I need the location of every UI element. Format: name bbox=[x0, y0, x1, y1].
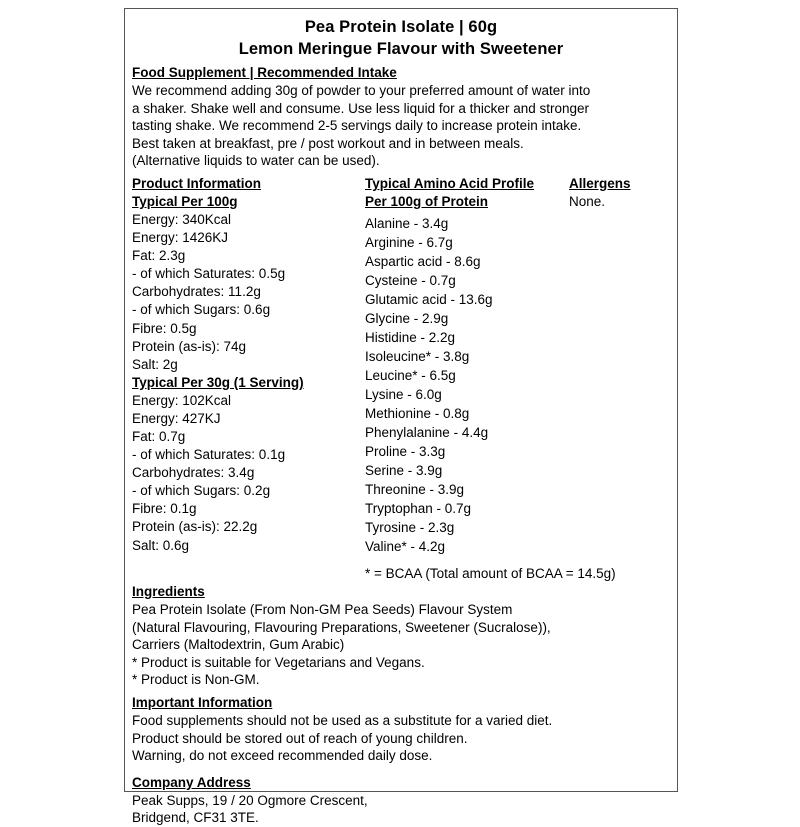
important-information-heading-row bbox=[132, 694, 670, 712]
amino-acid-row: Threonine - 3.9g bbox=[365, 481, 465, 497]
amino-acid-row: Isoleucine* - 3.8g bbox=[365, 348, 470, 364]
amino-acid-row: Histidine - 2.2g bbox=[365, 329, 456, 345]
intake-line: Best taken at breakfast, pre / post workout and in between meals. bbox=[132, 135, 524, 151]
important-information-line: Product should be stored out of reach of young children. bbox=[132, 730, 468, 746]
nutrition-row: Energy: 102Kcal bbox=[132, 392, 232, 408]
intake-line: (Alternative liquids to water can be used). bbox=[132, 153, 380, 169]
nutrition-row: Carbohydrates: 3.4g bbox=[132, 465, 255, 481]
amino-acid-row: Glutamic acid - 13.6g bbox=[365, 291, 493, 307]
intake-heading-row bbox=[132, 64, 670, 82]
nutrition-row: Energy: 427KJ bbox=[132, 410, 221, 426]
company-address-heading: Company Address bbox=[132, 774, 251, 790]
per-30g-heading-row bbox=[132, 374, 365, 392]
intake-line: a shaker. Shake well and consume. Use less liquid for a thicker and stronger bbox=[132, 100, 589, 116]
allergens-heading-row bbox=[569, 175, 670, 193]
product-title-block bbox=[125, 9, 677, 60]
nutrition-row: Protein (as-is): 22.2g bbox=[132, 519, 258, 535]
nutrition-row: Fat: 0.7g bbox=[132, 429, 186, 444]
ingredients-line: Carriers (Maltodextrin, Gum Arabic) bbox=[132, 637, 345, 653]
amino-acid-basis-heading: Per 100g of Protein bbox=[365, 193, 489, 209]
amino-acid-row: Cysteine - 0.7g bbox=[365, 272, 456, 288]
nutrition-row: Salt: 2g bbox=[132, 356, 178, 372]
per-30g-list bbox=[132, 392, 365, 555]
nutrition-row: Carbohydrates: 11.2g bbox=[132, 284, 261, 300]
company-address-line: Peak Supps, 19 / 20 Ogmore Crescent, bbox=[132, 792, 368, 808]
nutrition-row: - of which Saturates: 0.5g bbox=[132, 266, 286, 282]
nutrition-label-panel bbox=[124, 8, 678, 826]
ingredients-line: Pea Protein Isolate (From Non-GM Pea Seeds) Flavour System bbox=[132, 601, 513, 617]
company-address-section bbox=[132, 774, 670, 827]
per-100g-heading-row bbox=[132, 193, 365, 211]
amino-acid-row: Proline - 3.3g bbox=[365, 443, 446, 459]
amino-acid-row: Phenylalanine - 4.4g bbox=[365, 424, 489, 440]
amino-acid-row: Arginine - 6.7g bbox=[365, 234, 453, 250]
amino-heading-row-2 bbox=[365, 193, 569, 211]
product-information-column bbox=[132, 175, 365, 555]
company-address-heading-row bbox=[132, 774, 670, 792]
amino-acid-row: Methionine - 0.8g bbox=[365, 405, 470, 421]
allergens-value: None. bbox=[569, 193, 606, 209]
label-body bbox=[125, 60, 677, 827]
intake-line: We recommend adding 30g of powder to your preferred amount of water into bbox=[132, 83, 591, 98]
three-column-section bbox=[132, 175, 670, 583]
amino-acid-row: Glycine - 2.9g bbox=[365, 310, 449, 326]
allergens-column bbox=[569, 175, 670, 211]
amino-acid-row: Tryptophan - 0.7g bbox=[365, 500, 472, 516]
nutrition-row: - of which Sugars: 0.6g bbox=[132, 302, 271, 318]
allergens-heading: Allergens bbox=[569, 175, 631, 191]
amino-acid-row: Aspartic acid - 8.6g bbox=[365, 253, 481, 269]
important-information-heading: Important Information bbox=[132, 694, 273, 710]
ingredients-line: * Product is suitable for Vegetarians and Vegans. bbox=[132, 654, 425, 670]
amino-acid-row: Serine - 3.9g bbox=[365, 462, 443, 478]
nutrition-row: - of which Sugars: 0.2g bbox=[132, 483, 271, 499]
amino-acid-row: Leucine* - 6.5g bbox=[365, 367, 456, 383]
nutrition-row: - of which Saturates: 0.1g bbox=[132, 447, 286, 463]
nutrition-row: Fat: 2.3g bbox=[132, 248, 186, 264]
important-information-line: Warning, do not exceed recommended daily dose. bbox=[132, 748, 433, 764]
nutrition-row: Fibre: 0.5g bbox=[132, 320, 197, 336]
important-information-line: Food supplements should not be used as a substitute for a varied diet. bbox=[132, 712, 553, 728]
per-100g-list bbox=[132, 211, 365, 374]
product-information-heading-row bbox=[132, 175, 365, 193]
amino-acid-row: Valine* - 4.2g bbox=[365, 538, 446, 554]
per-100g-heading: Typical Per 100g bbox=[132, 193, 238, 209]
amino-acid-row: Lysine - 6.0g bbox=[365, 386, 442, 402]
amino-acid-row: Alanine - 3.4g bbox=[365, 215, 449, 231]
product-title-line-2: Lemon Meringue Flavour with Sweetener bbox=[238, 40, 564, 58]
product-information-heading: Product Information bbox=[132, 175, 261, 191]
nutrition-row: Fibre: 0.1g bbox=[132, 501, 197, 517]
ingredients-section bbox=[132, 583, 670, 689]
intake-text bbox=[132, 82, 670, 170]
ingredients-heading: Ingredients bbox=[132, 583, 205, 599]
important-information-section bbox=[132, 694, 670, 765]
product-title-line-1: Pea Protein Isolate | 60g bbox=[304, 18, 498, 36]
amino-acid-list bbox=[365, 214, 569, 556]
per-30g-heading: Typical Per 30g (1 Serving) bbox=[132, 374, 304, 390]
ingredients-line: (Natural Flavouring, Flavouring Preparations, Sweetener (Sucralose)), bbox=[132, 619, 551, 635]
nutrition-row: Salt: 0.6g bbox=[132, 537, 190, 553]
amino-heading-row-1 bbox=[365, 175, 569, 193]
nutrition-row: Protein (as-is): 74g bbox=[132, 338, 247, 354]
nutrition-row: Energy: 1426KJ bbox=[132, 230, 229, 246]
intake-heading: Food Supplement | Recommended Intake bbox=[132, 65, 397, 80]
nutrition-row: Energy: 340Kcal bbox=[132, 211, 232, 227]
ingredients-heading-row bbox=[132, 583, 670, 601]
amino-acid-row: Tyrosine - 2.3g bbox=[365, 519, 455, 535]
ingredients-line: * Product is Non-GM. bbox=[132, 672, 260, 688]
amino-acid-profile-heading: Typical Amino Acid Profile bbox=[365, 175, 535, 191]
company-address-line: Bridgend, CF31 3TE. bbox=[132, 810, 259, 826]
intake-line: tasting shake. We recommend 2-5 servings daily to increase protein intake. bbox=[132, 118, 582, 134]
bcaa-note: * = BCAA (Total amount of BCAA = 14.5g) bbox=[365, 565, 616, 581]
